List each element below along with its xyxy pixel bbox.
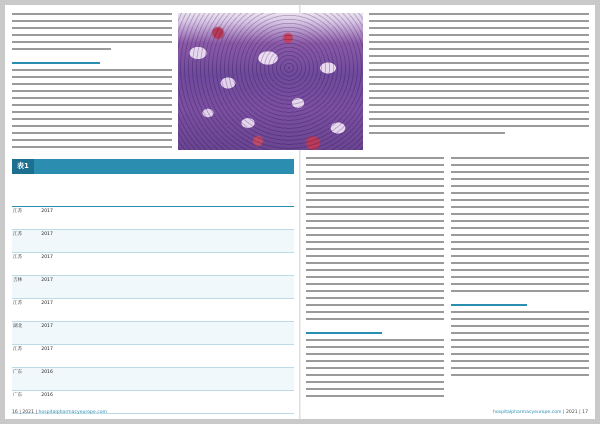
right-footer-site: hospitalpharmacyeurope.com	[492, 410, 562, 415]
cell-province: 江苏	[12, 230, 40, 253]
cell	[209, 391, 263, 414]
cell	[209, 230, 263, 253]
left-footer-year: 2021	[22, 410, 35, 415]
cell	[150, 322, 175, 345]
cell	[263, 322, 274, 345]
cell	[176, 276, 190, 299]
cell-year: 2017	[40, 299, 57, 322]
cell	[57, 322, 105, 345]
cell	[274, 368, 294, 391]
cell	[176, 391, 190, 414]
cell-year: 2017	[40, 207, 57, 230]
cell	[150, 345, 175, 368]
cell	[209, 322, 263, 345]
cell	[263, 207, 274, 230]
cell-year: 2016	[40, 391, 57, 414]
cell-province: 广东	[12, 391, 40, 414]
table-tag: 表1	[12, 159, 34, 174]
cell	[190, 299, 210, 322]
cell-province: 江苏	[12, 253, 40, 276]
cell-province: 江苏	[12, 299, 40, 322]
cell	[57, 368, 105, 391]
table-row	[12, 299, 294, 322]
cell	[274, 322, 294, 345]
table-col-header	[209, 174, 263, 207]
left-footer: 16 | 2021 | hospitalpharmacyeurope.com	[12, 410, 108, 415]
cell	[209, 299, 263, 322]
cell	[136, 207, 150, 230]
cell	[190, 368, 210, 391]
table-col-header	[150, 174, 175, 207]
cell	[105, 276, 136, 299]
histology-image	[178, 13, 363, 150]
cell	[263, 276, 274, 299]
cell	[136, 391, 150, 414]
cell	[57, 253, 105, 276]
cell	[136, 230, 150, 253]
table-row	[12, 345, 294, 368]
cell	[136, 299, 150, 322]
right-top-column	[369, 13, 589, 153]
cell	[105, 299, 136, 322]
cell	[263, 391, 274, 414]
cell	[150, 230, 175, 253]
cell	[105, 207, 136, 230]
cell-province: 吉林	[12, 276, 40, 299]
cell	[274, 276, 294, 299]
data-table	[12, 174, 294, 414]
cell	[209, 207, 263, 230]
cell-province: 江苏	[12, 345, 40, 368]
cell	[150, 253, 175, 276]
cell	[136, 276, 150, 299]
cell	[136, 253, 150, 276]
cell-province: 湖北	[12, 322, 40, 345]
table-col-header	[176, 174, 190, 207]
cell	[190, 345, 210, 368]
cell	[57, 276, 105, 299]
cell	[209, 276, 263, 299]
cell	[209, 368, 263, 391]
table-col-header	[57, 174, 105, 207]
cell	[57, 230, 105, 253]
right-footer: hospitalpharmacyeurope.com | 2021 | 17	[492, 410, 588, 415]
table-col-header	[40, 174, 57, 207]
cell	[105, 345, 136, 368]
right-page-number: 17	[582, 410, 588, 415]
table-col-header	[12, 174, 40, 207]
cell	[105, 391, 136, 414]
left-page-number: 16	[12, 410, 18, 415]
table-row	[12, 322, 294, 345]
table-col-header	[263, 174, 274, 207]
table-header-row	[12, 174, 294, 207]
cell	[176, 368, 190, 391]
table-col-header	[136, 174, 150, 207]
cell	[176, 345, 190, 368]
cell	[274, 345, 294, 368]
cell	[150, 276, 175, 299]
cell	[274, 391, 294, 414]
cell	[176, 322, 190, 345]
table-header-bar	[12, 159, 294, 174]
cell	[57, 207, 105, 230]
cell	[274, 299, 294, 322]
cell	[263, 299, 274, 322]
cell	[136, 322, 150, 345]
cell	[263, 230, 274, 253]
table-row	[12, 207, 294, 230]
table-col-header	[190, 174, 210, 207]
cell	[150, 368, 175, 391]
cell	[274, 207, 294, 230]
cell	[105, 253, 136, 276]
cell	[263, 345, 274, 368]
cell	[209, 253, 263, 276]
cell-year: 2017	[40, 345, 57, 368]
cell-province: 广东	[12, 368, 40, 391]
left-footer-site: hospitalpharmacyeurope.com	[38, 410, 108, 415]
cell-year: 2017	[40, 230, 57, 253]
right-lower-column-a	[306, 157, 444, 402]
cell	[274, 253, 294, 276]
cell	[136, 345, 150, 368]
cell	[190, 230, 210, 253]
cell	[105, 368, 136, 391]
table-row	[12, 276, 294, 299]
cell	[190, 391, 210, 414]
cell	[150, 207, 175, 230]
cell	[176, 253, 190, 276]
left-column	[12, 13, 172, 153]
left-subhead	[12, 62, 100, 64]
cell-year: 2017	[40, 322, 57, 345]
cell	[105, 322, 136, 345]
cell	[150, 299, 175, 322]
cell	[176, 299, 190, 322]
cell-year: 2017	[40, 253, 57, 276]
cell	[190, 276, 210, 299]
table-row	[12, 230, 294, 253]
cell-year: 2016	[40, 368, 57, 391]
cell-year: 2017	[40, 276, 57, 299]
cell	[190, 207, 210, 230]
data-table-block	[12, 159, 294, 399]
right-footer-year: 2021	[565, 410, 578, 415]
cell	[57, 299, 105, 322]
cell	[105, 230, 136, 253]
right-a-subhead	[306, 332, 382, 334]
cell	[150, 391, 175, 414]
cell	[209, 345, 263, 368]
right-lower-column-b	[451, 157, 589, 402]
cell	[190, 322, 210, 345]
cell	[176, 230, 190, 253]
cell-province: 江苏	[12, 207, 40, 230]
cell	[190, 253, 210, 276]
cell	[176, 207, 190, 230]
table-col-header	[105, 174, 136, 207]
cell	[57, 345, 105, 368]
table-row	[12, 253, 294, 276]
cell	[263, 368, 274, 391]
cell	[263, 253, 274, 276]
magazine-spread	[5, 5, 595, 419]
right-b-subhead	[451, 304, 527, 306]
table-row	[12, 368, 294, 391]
table-col-header	[274, 174, 294, 207]
cell	[136, 368, 150, 391]
cell	[274, 230, 294, 253]
